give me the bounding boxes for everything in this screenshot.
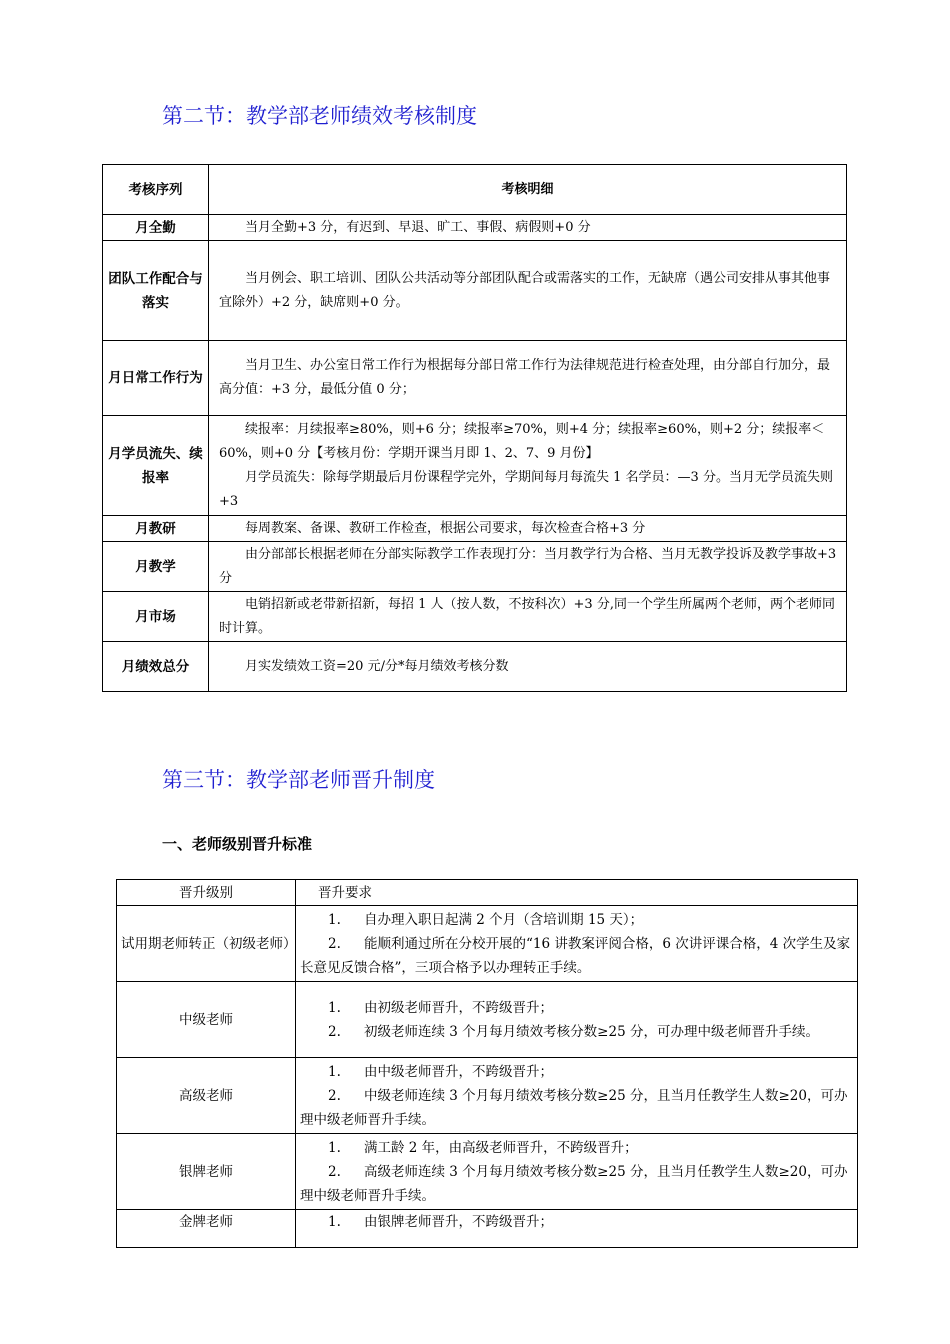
table-row xyxy=(117,1058,858,1134)
item-text: 高级老师连续 3 个月每月绩效考核分数≥25 分，且当月任教学生人数≥20，可办理中级老师晋升手续。 xyxy=(300,1163,848,1204)
item-number: 1. xyxy=(328,911,341,928)
table-row xyxy=(103,542,847,592)
row-label: 月日常工作行为 xyxy=(103,341,209,416)
performance-table xyxy=(102,164,847,692)
item-text: 由中级老师晋升，不跨级晋升； xyxy=(364,1063,553,1080)
row-detail: 当月例会、职工培训、团队公共活动等分部团队配合或需落实的工作，无缺席（遇公司安排从事其他事宜除外）+2 分，缺席则+0 分。 xyxy=(219,270,831,310)
section-2-title: 第二节：教学部老师绩效考核制度 xyxy=(162,104,477,128)
table-row xyxy=(103,516,847,542)
item-number: 2. xyxy=(328,935,341,952)
item-text: 中级老师连续 3 个月每月绩效考核分数≥25 分，且当月任教学生人数≥20，可办理中级老师晋升手续。 xyxy=(300,1087,848,1128)
table-row xyxy=(117,982,858,1058)
row-detail: 续报率：月续报率≥80%，则+6 分；续报率≥70%，则+4 分；续报率≥60%，则+2 分；续报率＜60%，则+0 分【考核月份：学期开课当月即 1、2、7、9 月份】 xyxy=(219,421,825,461)
row-detail: 月学员流失：除每学期最后月份课程学完外，学期间每月每流失 1 名学员：—3 分。当月无学员流失则+3 xyxy=(219,469,833,509)
table-header-row xyxy=(103,165,847,215)
header-cell-sequence: 考核序列 xyxy=(103,165,209,215)
row-detail: 月实发绩效工资=20 元/分*每月绩效考核分数 xyxy=(245,658,509,674)
row-label: 金牌老师 xyxy=(117,1210,296,1248)
item-text: 能顺利通过所在分校开展的“16 讲教案评阅合格，6 次讲评课合格，4 次学生及家长意见反馈合格”，三项合格予以办理转正手续。 xyxy=(300,935,851,976)
row-detail: 由分部部长根据老师在分部实际教学工作表现打分：当月教学行为合格、当月无教学投诉及教学事故+3 分 xyxy=(219,546,837,586)
table-row xyxy=(103,642,847,692)
header-cell-level: 晋升级别 xyxy=(117,880,296,906)
item-number: 1. xyxy=(328,1139,341,1156)
row-label: 月全勤 xyxy=(103,215,209,241)
item-number: 1. xyxy=(328,1214,341,1230)
row-detail: 每周教案、备课、教研工作检查，根据公司要求，每次检查合格+3 分 xyxy=(245,520,646,536)
row-detail: 当月全勤+3 分，有迟到、早退、旷工、事假、病假则+0 分 xyxy=(245,219,591,235)
table-row xyxy=(103,341,847,416)
item-number: 1. xyxy=(328,999,341,1016)
table-row xyxy=(117,1134,858,1210)
table-row xyxy=(103,241,847,341)
row-label: 月教研 xyxy=(103,516,209,542)
table-row xyxy=(103,215,847,241)
header-cell-requirement: 晋升要求 xyxy=(296,880,858,906)
row-label: 月教学 xyxy=(103,542,209,592)
item-number: 2. xyxy=(328,1163,341,1180)
table-row xyxy=(117,1210,858,1248)
item-text: 自办理入职日起满 2 个月（含培训期 15 天）； xyxy=(364,911,644,928)
table-row xyxy=(103,592,847,642)
header-cell-detail: 考核明细 xyxy=(209,165,847,215)
table-header-row xyxy=(117,880,858,906)
item-number: 1. xyxy=(328,1063,341,1080)
row-label: 试用期老师转正（初级老师） xyxy=(117,906,296,982)
row-label: 月学员流失、续报率 xyxy=(103,416,209,516)
row-label: 团队工作配合与落实 xyxy=(103,241,209,341)
section-3-subtitle: 一、老师级别晋升标准 xyxy=(162,835,313,853)
table-row xyxy=(103,416,847,516)
item-text: 由初级老师晋升，不跨级晋升； xyxy=(364,999,553,1016)
promotion-table xyxy=(116,879,858,1248)
section-3-title: 第三节：教学部老师晋升制度 xyxy=(162,768,435,792)
item-text: 初级老师连续 3 个月每月绩效考核分数≥25 分，可办理中级老师晋升手续。 xyxy=(364,1023,819,1040)
row-label: 中级老师 xyxy=(117,982,296,1058)
row-label: 月市场 xyxy=(103,592,209,642)
item-number: 2. xyxy=(328,1087,341,1104)
table-row xyxy=(117,906,858,982)
row-detail: 电销招新或老带新招新，每招 1 人（按人数，不按科次）+3 分,同一个学生所属两个老师，两个老师同时计算。 xyxy=(219,596,835,636)
row-label: 高级老师 xyxy=(117,1058,296,1134)
item-text: 满工龄 2 年，由高级老师晋升，不跨级晋升； xyxy=(364,1139,638,1156)
row-label: 月绩效总分 xyxy=(103,642,209,692)
row-detail: 当月卫生、办公室日常工作行为根据每分部日常工作行为法律规范进行检查处理，由分部自行加分，最高分值：+3 分，最低分值 0 分； xyxy=(219,358,831,397)
item-number: 2. xyxy=(328,1023,341,1040)
row-label: 银牌老师 xyxy=(117,1134,296,1210)
item-text: 由银牌老师晋升，不跨级晋升； xyxy=(364,1214,553,1230)
